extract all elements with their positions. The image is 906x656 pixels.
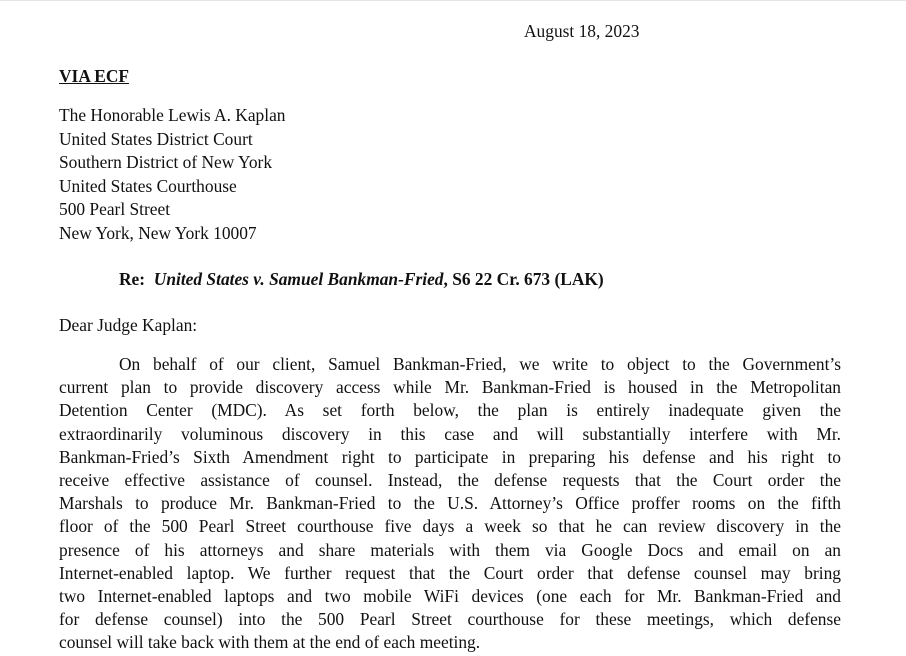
body-line: extraordinarily voluminous discovery in this case and will substantially interfere with Mr. xyxy=(59,423,841,444)
case-number: , S6 22 Cr. 673 (LAK) xyxy=(443,269,604,289)
delivery-method: VIA ECF xyxy=(59,66,130,86)
body-line: Bankman-Fried’s Sixth Amendment right to participate in preparing his defense and his right to xyxy=(59,446,841,467)
body-line: Detention Center (MDC). As set forth below, the plan is entirely inadequate given the xyxy=(59,400,841,421)
address-line: The Honorable Lewis A. Kaplan xyxy=(59,105,286,125)
salutation: Dear Judge Kaplan: xyxy=(59,315,198,335)
recipient-address xyxy=(59,104,286,245)
body-line: floor of the 500 Pearl Street courthouse five days a week so that he can review discovery in the xyxy=(59,516,841,537)
body-line: two Internet-enabled laptops and two mobile WiFi devices (one each for Mr. Bankman-Fried and xyxy=(59,585,841,606)
address-line: Southern District of New York xyxy=(59,152,273,172)
body-line: presence of his attorneys and share materials with them via Google Docs and email on an xyxy=(59,539,841,560)
body-line: receive effective assistance of counsel. Instead, the defense requests that the Court order the xyxy=(59,469,841,490)
case-name: United States v. Samuel Bankman-Fried xyxy=(153,269,444,289)
body-line: for defense counsel) into the 500 Pearl Street courthouse for these meetings, which defense xyxy=(59,609,841,630)
body-line: Internet-enabled laptop. We further request that the Court order that defense counsel may bring xyxy=(59,562,841,583)
body-paragraph xyxy=(59,353,841,654)
letter-date: August 18, 2023 xyxy=(524,21,640,41)
body-line: counsel will take back with them at the end of each meeting. xyxy=(59,632,481,653)
address-line: New York, New York 10007 xyxy=(59,222,257,243)
re-label: Re: xyxy=(119,269,146,289)
body-line: On behalf of our client, Samuel Bankman-Fried, we write to object to the Government’s xyxy=(119,354,841,374)
body-line: current plan to provide discovery access while Mr. Bankman-Fried is housed in the Metropolitan xyxy=(59,377,841,398)
address-line: United States Courthouse xyxy=(59,175,237,196)
re-line xyxy=(119,267,604,291)
address-line: 500 Pearl Street xyxy=(59,199,171,219)
body-line: Marshals to produce Mr. Bankman-Fried to the U.S. Attorney’s Office proffer rooms on the fifth xyxy=(59,493,841,514)
address-line: United States District Court xyxy=(59,128,253,149)
